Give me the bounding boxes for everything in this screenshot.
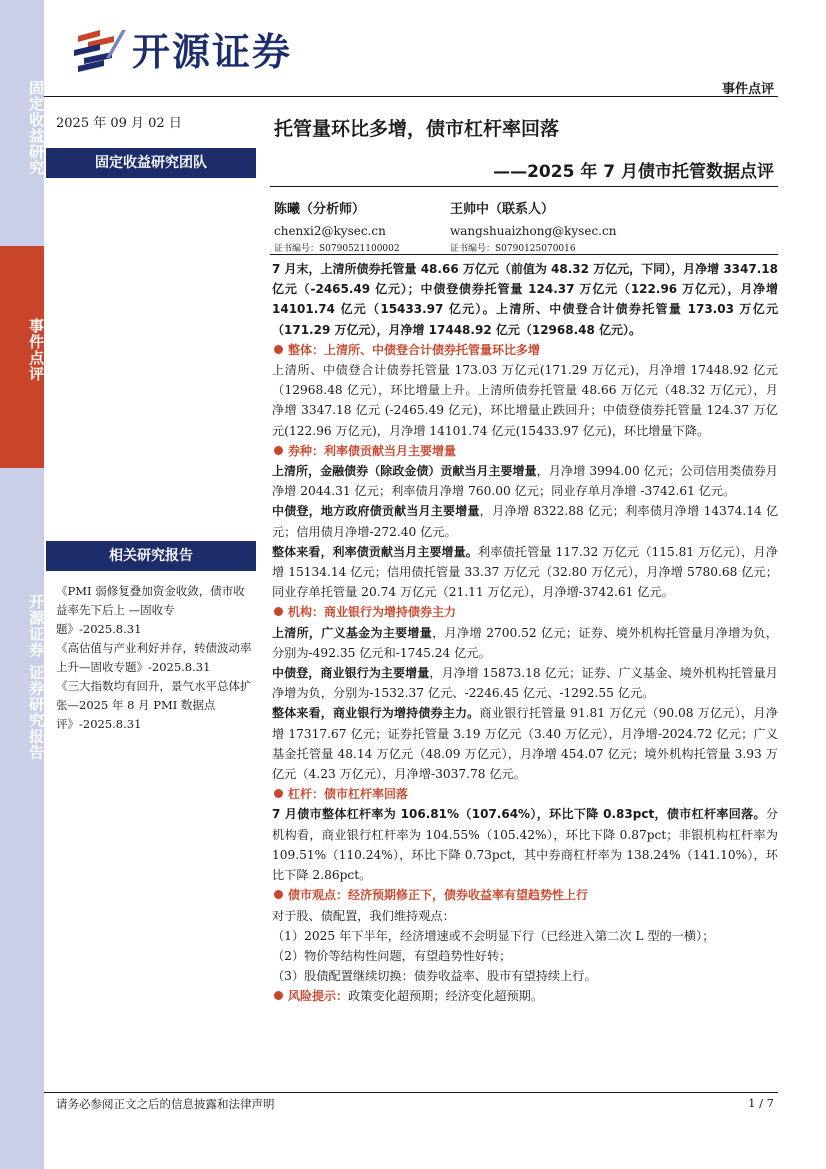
section-heading: 整体：上清所、中债登合计债券托管量环比多增 [272, 340, 778, 360]
lead-summary: 7 月末，上清所债券托管量 48.66 万亿元（前值为 48.32 万亿元，下同），月净增 3347.18 亿元（-2465.49 亿元）；中债登债券托管量 124.37 万亿元（122.96 万亿元），月净增 14101.74 亿元（15433.97 亿元）。上清所、中债登合计债券托管量 173.03 万亿元（171.29 万亿元），月净增 17448.92 亿元（12968.48 亿元）。 [272, 262, 778, 337]
section-paragraph: 中债登，地方政府债贡献当月主要增量，月净增 8322.88 亿元；利率债月净增 14374.14 亿元；信用债月净增-272.40 亿元。 [272, 504, 778, 539]
bullet-dot-icon [274, 607, 283, 616]
bullet-dot-icon [274, 789, 283, 798]
author-card [450, 198, 616, 254]
team-label: 固定收益研究团队 [46, 148, 256, 178]
section-paragraph: 整体来看，利率债贡献当月主要增量。利率债托管量 117.32 万亿元（115.81 万亿元），月净增 15134.14 亿元；信用债托管量 33.37 万亿元（32.80 万亿元），月净增 5780.68 亿元；同业存单托管量 20.74 万亿元（21.11 万亿元），月净增-3742.61 亿元。 [272, 544, 778, 600]
brand-name: 开源证券 [132, 30, 293, 74]
author-name: 陈曦（分析师） [274, 202, 366, 217]
related-reports-list [56, 582, 256, 734]
author-divider [270, 254, 778, 255]
page-subtitle: ——2025 年 7 月债市托管数据点评 [493, 162, 774, 182]
bullet-dot-icon [274, 890, 283, 899]
author-cert: 证书编号：S0790521100002 [274, 244, 400, 254]
author-email[interactable]: chenxi2@kysec.cn [274, 224, 386, 238]
section-heading: 券种：利率债贡献当月主要增量 [272, 441, 778, 461]
sidebar-strip-bottom [0, 468, 44, 1169]
report-body [272, 259, 778, 1007]
list-item: （3）股债配置继续切换：债券收益率、股市有望持续上行。 [272, 969, 597, 984]
section-paragraph: 7 月债市整体杠杆率为 106.81%（107.64%），环比下降 0.83pct，债市杠杆率回落。分机构看，商业银行杠杆率为 104.55%（105.42%），环比下降 0.87pct；非银机构杠杆率为 109.51%（110.24%），环比下降 0.73pct，其中券商杠杆率为 138.24%（141.10%），环比下降 2.86pct。 [272, 807, 778, 883]
section-paragraph: 上清所，广义基金为主要增量，月净增 2700.52 亿元；证券、境外机构托管量月净增为负，分别为-492.35 亿元和-1745.24 亿元。 [272, 625, 778, 660]
related-report-item[interactable]: 《高估值与产业利好并存，转债波动率上升—固收专题》-2025.8.31 [56, 641, 252, 674]
sidebar-label-bottom: 开源证券 证券研究报告 [27, 594, 45, 761]
bullet-dot-icon [274, 991, 283, 1000]
bullet-dot-icon [274, 345, 283, 354]
related-reports-header: 相关研究报告 [46, 541, 256, 571]
list-item: （1）2025 年下半年，经济增速或不会明显下行（已经进入第二次 L 型的一横）； [272, 928, 715, 943]
sidebar-label-middle: 事件点评 [27, 318, 45, 382]
section-paragraph: 上清所，金融债券（除政金债）贡献当月主要增量，月净增 3994.00 亿元；公司信用类债券月净增 2044.31 亿元；利率债月净增 760.00 亿元；同业存单月净增 -3742.61 亿元。 [272, 464, 778, 499]
sidebar-label-top: 固定收益研究 [27, 80, 45, 176]
title-divider [270, 186, 778, 187]
related-report-item[interactable]: 《PMI 弱修复叠加资金收敛，债市收益率先下后上 —固收专题》-2025.8.31 [56, 584, 245, 636]
page-number: 1 / 7 [748, 1096, 774, 1110]
author-cert: 证书编号：S0790125070016 [450, 244, 576, 254]
section-paragraph: 整体来看，商业银行为增持债券主力。商业银行托管量 91.81 万亿元（90.08 万亿元），月净增 17317.67 亿元；证券托管量 3.19 万亿元（3.40 万亿元），月净增-2024.72 亿元；广义基金托管量 48.14 万亿元（48.09 万亿元），月净增 454.07 亿元；境外机构托管量 3.93 万亿元（4.23 万亿元），月净增-3037.78 亿元。 [272, 706, 778, 782]
related-report-item[interactable]: 《三大指数均有回升，景气水平总体扩张—2025 年 8 月 PMI 数据点评》-2025.8.31 [56, 679, 252, 731]
footer-divider [44, 1092, 778, 1093]
section-heading: 机构：商业银行为增持债券主力 [272, 602, 778, 622]
brand-logo-icon [70, 28, 126, 76]
report-date: 2025 年 09 月 02 日 [56, 116, 182, 131]
section-paragraph: 中债登，商业银行为主要增量，月净增 15873.18 亿元；证券、广义基金、境外机构托管量月净增为负，分别为-1532.37 亿元、-2246.45 亿元、-1292.55 亿元。 [272, 666, 778, 701]
section-paragraph: 上清所、中债登合计债券托管量 173.03 万亿元(171.29 万亿元)，月净增 17448.92 亿元（12968.48 亿元），环比增量上升。上清所债券托管量 48.66 万亿元（48.32 万亿元），月净增 3347.18 亿元 (-2465.49 亿元)，环比增量止跌回升；中债登债券托管量 124.37 万亿元(122.96 万亿元)，月净增 14101.74 亿元(15433.97 亿元)，环比增量下降。 [272, 363, 778, 438]
brand-logo [70, 28, 330, 76]
page-title: 托管量环比多增，债市杠杆率回落 [274, 118, 560, 140]
header-divider [44, 96, 778, 97]
list-item: （2）物价等结构性问题，有望趋势性好转； [272, 948, 512, 963]
risk-warning: 风险提示：政策变化超预期；经济变化超预期。 [272, 986, 778, 1006]
author-card [274, 198, 400, 254]
footer-disclaimer: 请务必参阅正文之后的信息披露和法律声明 [56, 1097, 275, 1111]
bullet-dot-icon [274, 446, 283, 455]
section-heading: 杠杆：债市杠杆率回落 [272, 784, 778, 804]
section-paragraph: 对于股、债配置，我们维持观点： [272, 908, 455, 923]
author-email[interactable]: wangshuaizhong@kysec.cn [450, 224, 617, 238]
section-heading: 债市观点：经济预期修正下，债券收益率有望趋势性上行 [272, 885, 778, 905]
author-name: 王帅中（联系人） [450, 202, 555, 217]
report-type: 事件点评 [721, 82, 774, 97]
